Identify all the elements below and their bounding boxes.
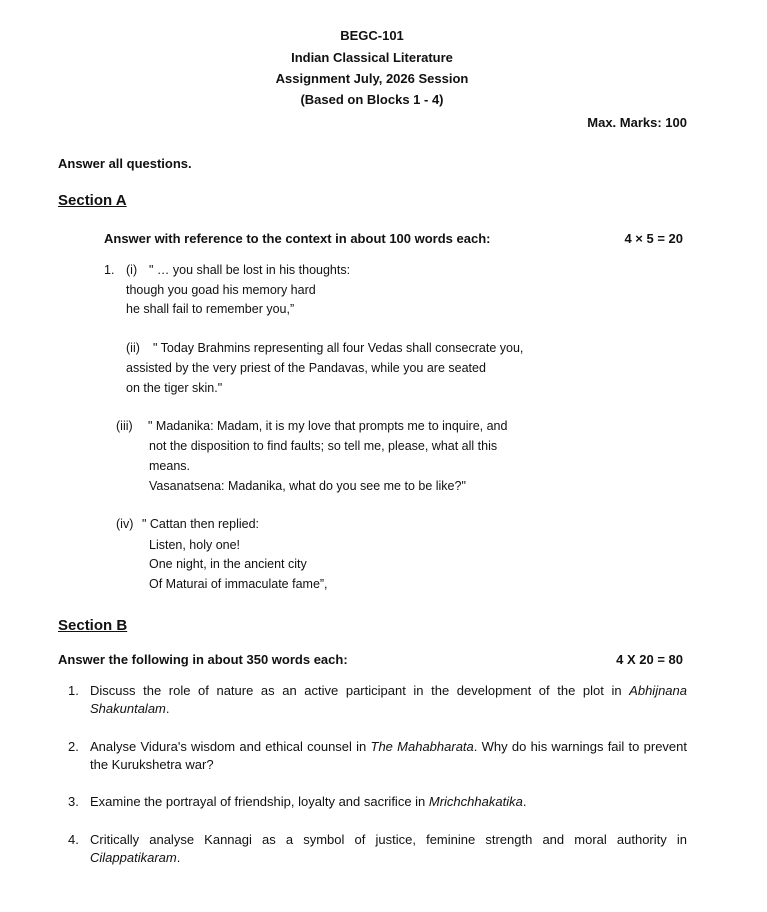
work-title: Mrichchhakatika [428,794,523,809]
section-b-question [68,831,688,867]
passage-line: means. [149,459,190,473]
question-text: Analyse Vidura's wisdom and ethical counsel in The Mahabharata. Why do his warnings fail to prevent the Kurukshetra war? [90,739,687,772]
section-a-instruction: Answer with reference to the context in about 100 words each: [104,231,491,246]
passage-line: he shall fail to remember you,” [126,302,295,316]
question-text: Examine the portrayal of friendship, loyalty and sacrifice in Mrichchhakatika. [90,794,527,809]
section-b-question [68,682,688,718]
general-instruction: Answer all questions. [58,156,192,171]
section-b-question [68,793,688,811]
passage-line: Of Maturai of immaculate fame”, [149,577,328,591]
passage-line: " … you shall be lost in his thoughts: [149,263,351,277]
blocks-note: (Based on Blocks 1 - 4) [300,92,444,107]
passage-line: though you goad his memory hard [126,283,316,297]
passage-label: (iv) [116,517,134,531]
question-number: 4. [68,832,79,847]
passage-label: (i) [126,263,138,277]
section-a-title: Section A [58,192,127,209]
question-number: 2. [68,739,79,754]
question-number: 1. [68,683,79,698]
passage-label: (iii) [116,419,133,433]
passage-label: (ii) [126,341,140,355]
passage-line: on the tiger skin." [126,381,223,395]
work-title: Abhijnana Shakuntalam [90,683,687,716]
section-b-instruction: Answer the following in about 350 words each: [58,652,348,667]
work-title: Cilappatikaram [90,850,177,865]
question-text: Discuss the role of nature as an active participant in the development of the plot in Abhijnana Shakuntalam. [90,683,687,716]
session-title: Assignment July, 2026 Session [275,71,469,86]
question-text: Critically analyse Kannagi as a symbol of justice, feminine strength and moral authority in Cilappatikaram. [90,832,687,865]
section-b-question [68,738,688,774]
course-code: BEGC-101 [340,28,404,43]
passage-line: Listen, holy one! [149,538,241,552]
question-number: 3. [68,794,79,809]
passage-line: One night, in the ancient city [149,557,307,571]
max-marks: Max. Marks: 100 [587,115,687,130]
passage-line: " Today Brahmins representing all four Vedas shall consecrate you, [153,341,524,355]
section-a-marks: 4 × 5 = 20 [624,231,683,246]
passage-line: assisted by the very priest of the Pandavas, while you are seated [126,361,486,375]
course-title: Indian Classical Literature [291,50,453,65]
passage-line: Vasanatsena: Madanika, what do you see me to be like?" [149,479,466,493]
work-title: The Mahabharata [370,739,474,754]
section-b-marks: 4 X 20 = 80 [616,652,683,667]
passage-line: " Cattan then replied: [142,517,260,531]
section-b-title: Section B [58,617,128,634]
question-number: 1. [104,263,115,277]
passage-line: " Madanika: Madam, it is my love that prompts me to inquire, and [148,419,508,433]
passage-line: not the disposition to find faults; so tell me, please, what all this [149,439,498,453]
